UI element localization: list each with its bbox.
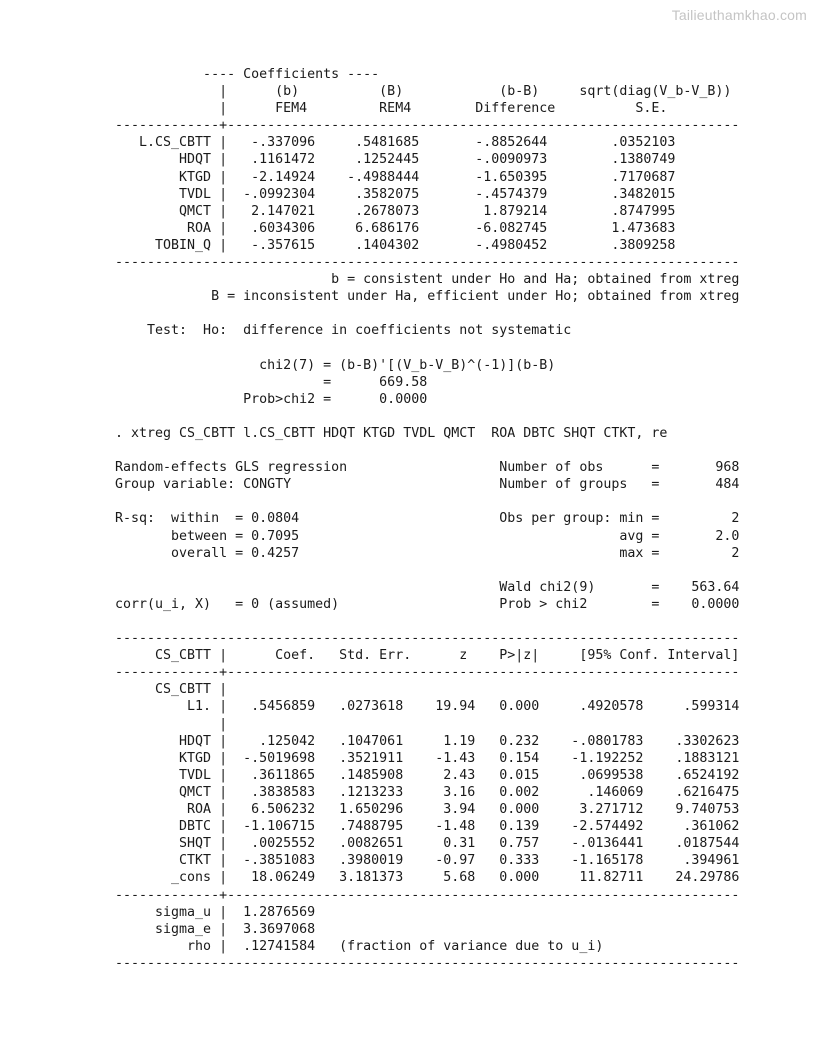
regression-row: L1. | .5456859 .0273618 19.94 0.000 .4920578 .599314	[115, 699, 740, 715]
regression-column-header: CS_CBTT | Coef. Std. Err. z P>|z| [95% Conf. Interval]	[115, 648, 740, 664]
separator-line: -------------+----------------------------------------------------------------	[115, 887, 740, 903]
separator-line: ------------------------------------------------------------------------------	[115, 631, 740, 647]
hausman-row: HDQT | .1161472 .1252445 -.0090973 .1380749	[115, 152, 676, 168]
re-header-line: overall = 0.4257 max = 2	[115, 545, 740, 561]
regression-row: KTGD | -.5019698 .3521911 -1.43 0.154 -1.192252 .1883121	[115, 750, 740, 766]
variance-row: sigma_e | 3.3697068	[115, 921, 316, 937]
hausman-test: Test: Ho: difference in coefficients not systematic	[115, 323, 572, 339]
variance-row: rho | .12741584 (fraction of variance due to u_i)	[115, 938, 604, 954]
regression-row: DBTC | -1.106715 .7488795 -1.48 0.139 -2.574492 .361062	[115, 819, 740, 835]
command-line: . xtreg CS_CBTT l.CS_CBTT HDQT KTGD TVDL QMCT ROA DBTC SHQT CTKT, re	[115, 425, 668, 441]
separator-line: -------------+----------------------------------------------------------------	[115, 665, 740, 681]
re-header-line: Group variable: CONGTY Number of groups = 484	[115, 477, 740, 493]
regression-row: TVDL | .3611865 .1485908 2.43 0.015 .0699538 .6524192	[115, 767, 740, 783]
regression-row: QMCT | .3838583 .1213233 3.16 0.002 .146069 .6216475	[115, 784, 740, 800]
hausman-row: QMCT | 2.147021 .2678073 1.879214 .8747995	[115, 203, 676, 219]
hausman-row: L.CS_CBTT | -.337096 .5481685 -.8852644 .0352103	[115, 135, 676, 151]
hausman-note: B = inconsistent under Ha, efficient under Ho; obtained from xtreg	[115, 289, 740, 305]
separator-line: -------------+----------------------------------------------------------------	[115, 118, 740, 134]
separator-line: ------------------------------------------------------------------------------	[115, 255, 740, 271]
re-header-line: corr(u_i, X) = 0 (assumed) Prob > chi2 = 0.0000	[115, 596, 740, 612]
regression-row: _cons | 18.06249 3.181373 5.68 0.000 11.82711 24.29786	[115, 870, 740, 886]
watermark: Tailieuthamkhao.com	[671, 7, 807, 23]
regression-row: SHQT | .0025552 .0082651 0.31 0.757 -.0136441 .0187544	[115, 836, 740, 852]
hausman-header-line: ---- Coefficients ----	[115, 67, 380, 82]
regression-row: CS_CBTT |	[115, 682, 228, 698]
re-header-line: Random-effects GLS regression Number of obs = 968	[115, 460, 740, 476]
chi-line: chi2(7) = (b-B)'[(V_b-V_B)^(-1)](b-B)	[115, 357, 556, 373]
variance-row: sigma_u | 1.2876569	[115, 904, 316, 920]
regression-row: HDQT | .125042 .1047061 1.19 0.232 -.0801783 .3302623	[115, 733, 740, 749]
hausman-row: TOBIN_Q | -.357615 .1404302 -.4980452 .3809258	[115, 237, 676, 253]
regression-row: |	[115, 716, 228, 732]
blank-line	[115, 340, 739, 357]
regression-row: CTKT | -.3851083 .3980019 -0.97 0.333 -1.165178 .394961	[115, 853, 740, 869]
hausman-row: TVDL | -.0992304 .3582075 -.4574379 .3482015	[115, 186, 676, 202]
chi-line: Prob>chi2 = 0.0000	[115, 391, 428, 407]
hausman-header-line: | FEM4 REM4 Difference S.E.	[115, 101, 668, 117]
blank-line	[115, 305, 739, 322]
blank-line	[115, 408, 739, 425]
re-header-line: Wald chi2(9) = 563.64	[115, 579, 740, 595]
blank-line	[115, 613, 739, 630]
regression-row: ROA | 6.506232 1.650296 3.94 0.000 3.271712 9.740753	[115, 802, 740, 818]
chi-line: = 669.58	[115, 374, 428, 390]
re-header-line: R-sq: within = 0.0804 Obs per group: min = 2	[115, 511, 740, 527]
separator-line: ------------------------------------------------------------------------------	[115, 955, 740, 971]
blank-line	[115, 442, 739, 459]
hausman-row: ROA | .6034306 6.686176 -6.082745 1.473683	[115, 220, 676, 236]
stata-output	[115, 66, 739, 972]
hausman-row: KTGD | -2.14924 -.4988444 -1.650395 .7170687	[115, 169, 676, 185]
re-header-line	[115, 493, 739, 510]
re-header-line: between = 0.7095 avg = 2.0	[115, 528, 740, 544]
hausman-header-line: | (b) (B) (b-B) sqrt(diag(V_b-V_B))	[115, 84, 732, 100]
hausman-note: b = consistent under Ho and Ha; obtained from xtreg	[115, 272, 740, 288]
re-header-line	[115, 562, 739, 579]
